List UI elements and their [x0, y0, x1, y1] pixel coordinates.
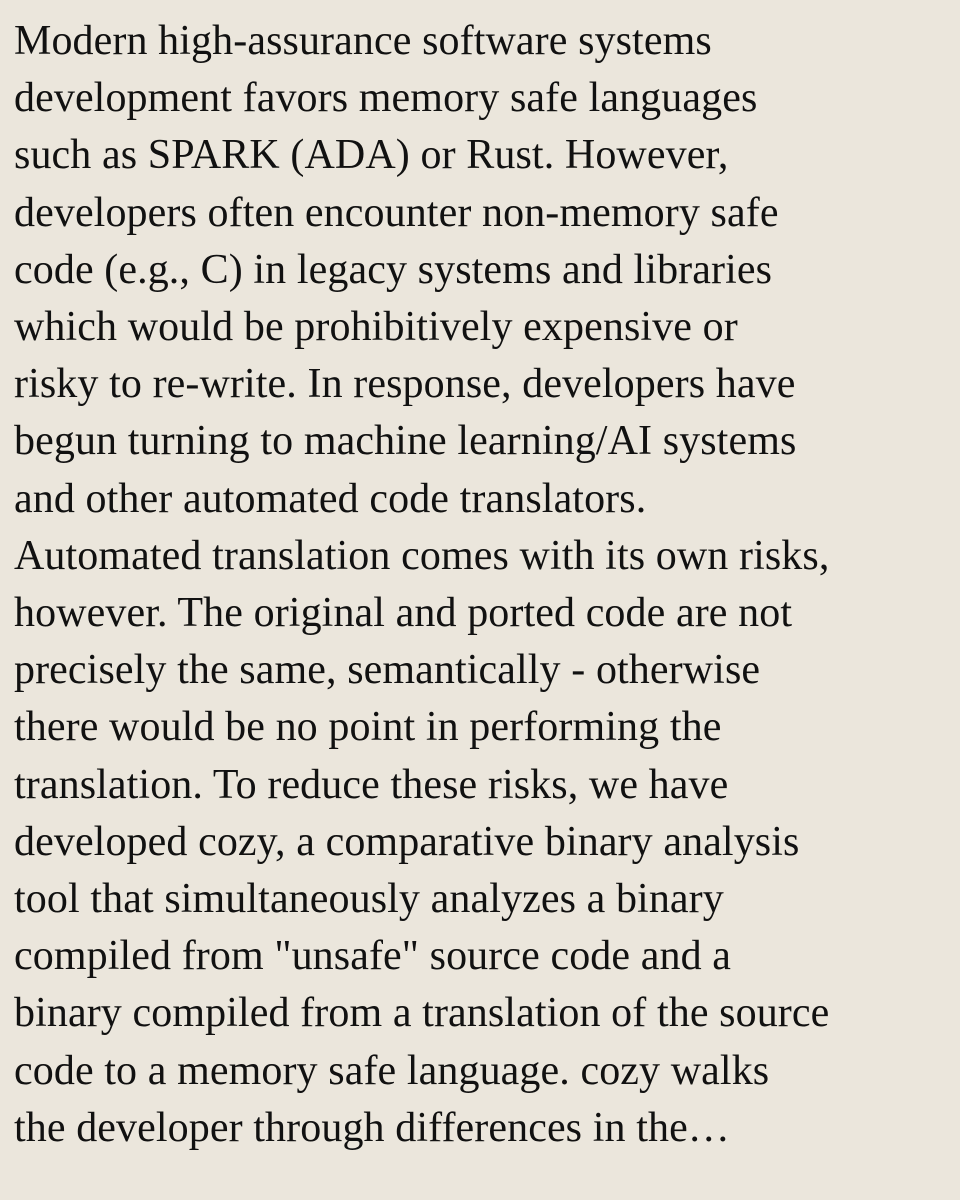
text-line: binary compiled from a translation of the source [14, 990, 830, 1037]
abstract-paragraph [14, 13, 946, 1157]
text-line: compiled from "unsafe" source code and a [14, 933, 732, 980]
text-line: Automated translation comes with its own risks, [14, 532, 830, 579]
text-line: which would be prohibitively expensive or [14, 304, 738, 351]
text-line: Modern high-assurance software systems [14, 18, 712, 64]
text-line: developed cozy, a comparative binary analysis [14, 818, 800, 865]
text-line: developers often encounter non-memory safe [14, 189, 779, 236]
text-line: development favors memory safe languages [14, 75, 758, 122]
text-line: and other automated code translators. [14, 475, 647, 522]
text-line: code (e.g., C) in legacy systems and libraries [14, 246, 773, 293]
text-line: begun turning to machine learning/AI systems [14, 418, 797, 465]
text-line: however. The original and ported code are not [14, 590, 793, 637]
text-line: translation. To reduce these risks, we have [14, 761, 729, 808]
text-line: precisely the same, semantically - otherwise [14, 647, 761, 694]
text-line: risky to re-write. In response, developers have [14, 361, 796, 408]
text-line: such as SPARK (ADA) or Rust. However, [14, 132, 729, 179]
text-line: there would be no point in performing the [14, 704, 722, 751]
text-line: the developer through differences in the… [14, 1104, 730, 1151]
text-line: tool that simultaneously analyzes a binary [14, 876, 724, 923]
text-line: code to a memory safe language. cozy walks [14, 1047, 770, 1094]
